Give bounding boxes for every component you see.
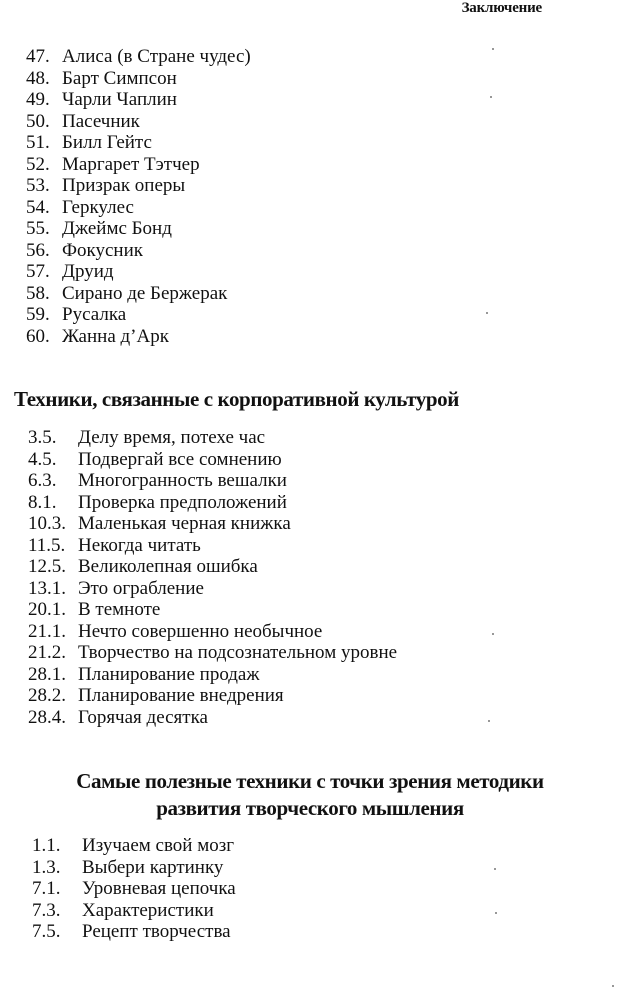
list-item	[32, 835, 236, 857]
item-number: 1.1.	[32, 835, 61, 856]
item-number: 1.3.	[32, 856, 61, 878]
scan-speck	[490, 96, 492, 98]
item-text: Геркулес	[62, 196, 134, 218]
item-text: Билл Гейтс	[62, 132, 152, 153]
list-item	[28, 535, 397, 557]
item-text: Маленькая черная книжка	[78, 513, 291, 534]
list-item	[26, 261, 251, 283]
item-text: Джеймс Бонд	[62, 218, 172, 239]
item-number: 21.2.	[28, 642, 66, 663]
list-item	[28, 556, 397, 578]
list-item	[32, 921, 236, 943]
list-item	[28, 664, 397, 686]
section-heading-corporate: Техники, связанные с корпоративной культурой	[14, 387, 459, 411]
item-number: 49.	[26, 89, 50, 110]
list-item	[26, 197, 251, 219]
item-number: 57.	[26, 261, 50, 282]
corporate-techniques-list	[28, 427, 397, 728]
item-number: 60.	[26, 325, 50, 347]
item-text: Нечто совершенно необычное	[78, 620, 323, 642]
item-number: 54.	[26, 196, 50, 218]
item-text: Жанна д’Арк	[62, 325, 169, 347]
item-number: 28.1.	[28, 663, 66, 685]
list-item	[28, 513, 397, 535]
item-text: Планирование продаж	[78, 663, 260, 685]
running-head: Заключение	[461, 0, 542, 16]
item-number: 53.	[26, 175, 50, 196]
list-item	[26, 283, 251, 305]
list-item	[32, 900, 236, 922]
item-number: 21.1.	[28, 620, 66, 642]
methodology-techniques-list	[32, 835, 236, 943]
item-text: Призрак оперы	[62, 175, 186, 196]
item-text: Это ограбление	[78, 577, 204, 599]
list-item	[28, 621, 397, 643]
item-number: 59.	[26, 304, 50, 325]
item-text: Планирование внедрения	[78, 685, 284, 706]
list-item	[28, 492, 397, 514]
item-number: 6.3.	[28, 470, 57, 491]
heading-line-2: развития творческого мышления	[156, 796, 464, 820]
list-item	[28, 599, 397, 621]
item-text: Проверка предположений	[78, 491, 287, 513]
item-number: 47.	[26, 46, 50, 67]
list-item	[28, 707, 397, 729]
item-text: Русалка	[62, 304, 127, 325]
item-text: Подвергай все сомнению	[78, 448, 282, 470]
item-text: Творчество на подсознательном уровне	[78, 642, 398, 663]
item-number: 10.3.	[28, 513, 66, 534]
characters-list	[26, 46, 251, 347]
item-text: Делу время, потехе час	[78, 427, 266, 448]
item-number: 13.1.	[28, 577, 66, 599]
list-item	[28, 578, 397, 600]
item-text: Характеристики	[82, 899, 214, 921]
item-number: 51.	[26, 132, 50, 153]
item-number: 56.	[26, 239, 50, 261]
scan-speck	[492, 633, 494, 635]
item-number: 4.5.	[28, 448, 57, 470]
item-number: 55.	[26, 218, 50, 239]
scan-speck	[492, 48, 494, 50]
list-item	[26, 111, 251, 133]
item-number: 20.1.	[28, 599, 66, 620]
heading-line-1: Самые полезные техники с точки зрения методики	[76, 769, 544, 793]
list-item	[26, 46, 251, 68]
list-item	[26, 326, 251, 348]
item-text: Изучаем свой мозг	[82, 835, 235, 856]
list-item	[26, 304, 251, 326]
item-text: Маргарет Тэтчер	[62, 153, 200, 175]
item-text: Пасечник	[62, 110, 140, 132]
item-number: 7.1.	[32, 878, 61, 899]
scan-speck	[495, 912, 497, 914]
item-number: 7.5.	[32, 921, 61, 942]
list-item	[28, 449, 397, 471]
scan-speck	[488, 720, 490, 722]
list-item	[26, 218, 251, 240]
list-item	[28, 642, 397, 664]
list-item	[26, 154, 251, 176]
list-item	[26, 240, 251, 262]
item-number: 3.5.	[28, 427, 57, 448]
item-text: Алиса (в Стране чудес)	[62, 46, 251, 67]
item-text: Друид	[62, 261, 114, 282]
item-text: Уровневая цепочка	[82, 878, 236, 899]
item-text: Многогранность вешалки	[78, 470, 287, 491]
list-item	[26, 132, 251, 154]
item-number: 52.	[26, 153, 50, 175]
item-text: Великолепная ошибка	[78, 556, 258, 577]
list-item	[28, 427, 397, 449]
list-item	[26, 68, 251, 90]
scan-speck	[486, 312, 488, 314]
item-number: 7.3.	[32, 899, 61, 921]
list-item	[32, 857, 236, 879]
item-text: В темноте	[78, 599, 161, 620]
list-item	[32, 878, 236, 900]
item-text: Горячая десятка	[78, 706, 208, 728]
scan-speck	[494, 868, 496, 870]
item-text: Выбери картинку	[82, 856, 224, 878]
item-text: Чарли Чаплин	[62, 89, 177, 110]
list-item	[28, 685, 397, 707]
item-number: 28.4.	[28, 706, 66, 728]
item-number: 48.	[26, 67, 50, 89]
item-number: 28.2.	[28, 685, 66, 706]
item-number: 58.	[26, 282, 50, 304]
item-text: Фокусник	[62, 239, 143, 261]
list-item	[26, 175, 251, 197]
item-text: Сирано де Бержерак	[62, 282, 228, 304]
item-number: 12.5.	[28, 556, 66, 577]
item-text: Барт Симпсон	[62, 67, 177, 89]
list-item	[26, 89, 251, 111]
item-number: 8.1.	[28, 491, 57, 513]
section-heading-methodology	[0, 768, 620, 822]
item-number: 50.	[26, 110, 50, 132]
item-text: Некогда читать	[78, 534, 201, 556]
item-text: Рецепт творчества	[82, 921, 231, 942]
list-item	[28, 470, 397, 492]
item-number: 11.5.	[28, 534, 66, 556]
scan-speck	[612, 985, 614, 987]
